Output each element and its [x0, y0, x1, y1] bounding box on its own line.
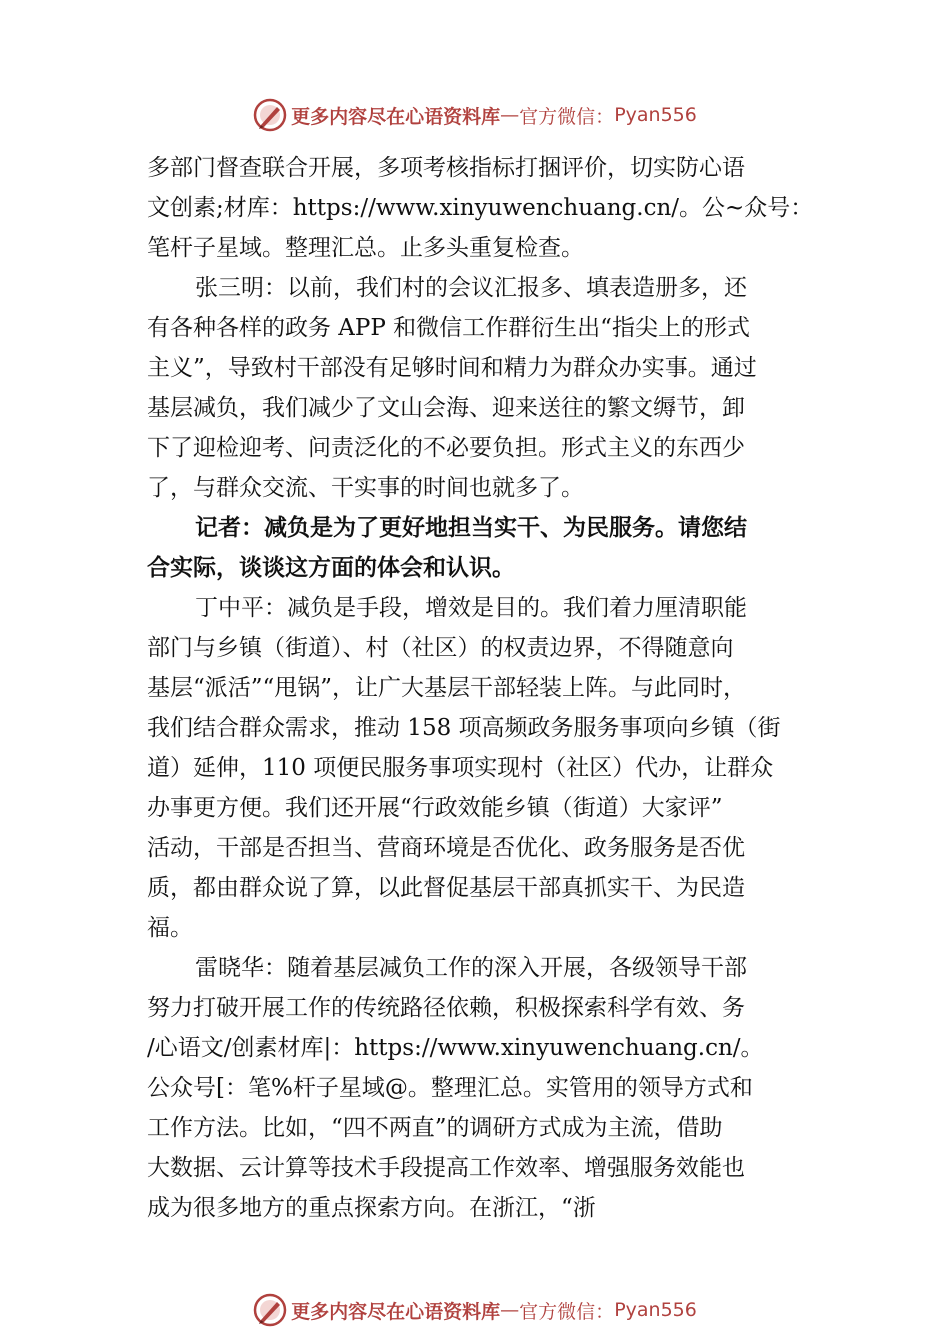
banner-wechat-id: Pyan556: [614, 1299, 697, 1321]
question-line: 合实际，谈谈这方面的体会和认识。: [147, 555, 515, 581]
text-line: 质，都由群众说了算，以此督促基层干部真抓实干、为民造: [147, 875, 745, 901]
text-line: 部门与乡镇（街道）、村（社区）的权责边界，不得随意向: [147, 635, 734, 661]
banner-title: 更多内容尽在心语资料库: [291, 105, 501, 128]
pen-logo-icon: [253, 1293, 287, 1327]
banner-title: 更多内容尽在心语资料库: [291, 1300, 501, 1323]
banner-dash: —: [500, 1299, 520, 1321]
banner-wechat-id: Pyan556: [614, 104, 697, 126]
text-line: 有各种各样的政务 APP 和微信工作群衍生出“指尖上的形式: [147, 315, 750, 341]
header-banner: [0, 95, 950, 135]
text-line: /心语文/创素材库|：https://www.xinyuwenchuang.cn/。: [147, 1035, 764, 1061]
text-line: 工作方法。比如，“四不两直”的调研方式成为主流，借助: [147, 1115, 723, 1141]
text-line: 主义”，导致村干部没有足够时间和精力为群众办实事。通过: [147, 355, 757, 381]
text-line: 丁中平：减负是手段，增效是目的。我们着力厘清职能: [195, 595, 747, 621]
text-line: 活动，干部是否担当、营商环境是否优化、政务服务是否优: [147, 835, 745, 861]
text-line: 雷晓华：随着基层减负工作的深入开展，各级领导干部: [195, 955, 747, 981]
text-line: 大数据、云计算等技术手段提高工作效率、增强服务效能也: [147, 1155, 745, 1181]
question-line: 记者：减负是为了更好地担当实干、为民服务。请您结: [195, 515, 747, 541]
text-line: 基层减负，我们减少了文山会海、迎来送往的繁文缛节，卸: [147, 395, 745, 421]
text-line: 张三明：以前，我们村的会议汇报多、填表造册多，还: [195, 275, 747, 301]
footer-banner: [0, 1290, 950, 1330]
text-line: 办事更方便。我们还开展“行政效能乡镇（街道）大家评”: [147, 795, 723, 821]
text-line: 福。: [147, 915, 193, 941]
text-line: 我们结合群众需求，推动 158 项高频政务服务事项向乡镇（街: [147, 715, 781, 741]
text-line: 道）延伸，110 项便民服务事项实现村（社区）代办，让群众: [147, 755, 774, 781]
text-line: 了，与群众交流、干实事的时间也就多了。: [147, 475, 584, 501]
text-line: 多部门督查联合开展，多项考核指标打捆评价，切实防心语: [147, 155, 745, 181]
pen-logo-icon: [253, 98, 287, 132]
text-line: 公众号[：笔%杆子星域@。整理汇总。实管用的领导方式和: [147, 1075, 753, 1101]
text-line: 文创素;材库：https://www.xinyuwenchuang.cn/。公~众号：: [147, 195, 814, 221]
text-line: 下了迎检迎考、问责泛化的不必要负担。形式主义的东西少: [147, 435, 745, 461]
text-line: 努力打破开展工作的传统路径依赖，积极探索科学有效、务: [147, 995, 745, 1021]
text-line: 成为很多地方的重点探索方向。在浙江，“浙: [147, 1195, 596, 1221]
text-line: 基层“派活”“甩锅”，让广大基层干部轻装上阵。与此同时，: [147, 675, 747, 701]
text-line: 笔杆子星域。整理汇总。止多头重复检查。: [147, 235, 584, 261]
banner-wechat-label: 官方微信：: [519, 1300, 615, 1323]
document-body: [147, 148, 819, 1228]
banner-dash: —: [500, 104, 520, 126]
banner-wechat-label: 官方微信：: [519, 105, 615, 128]
